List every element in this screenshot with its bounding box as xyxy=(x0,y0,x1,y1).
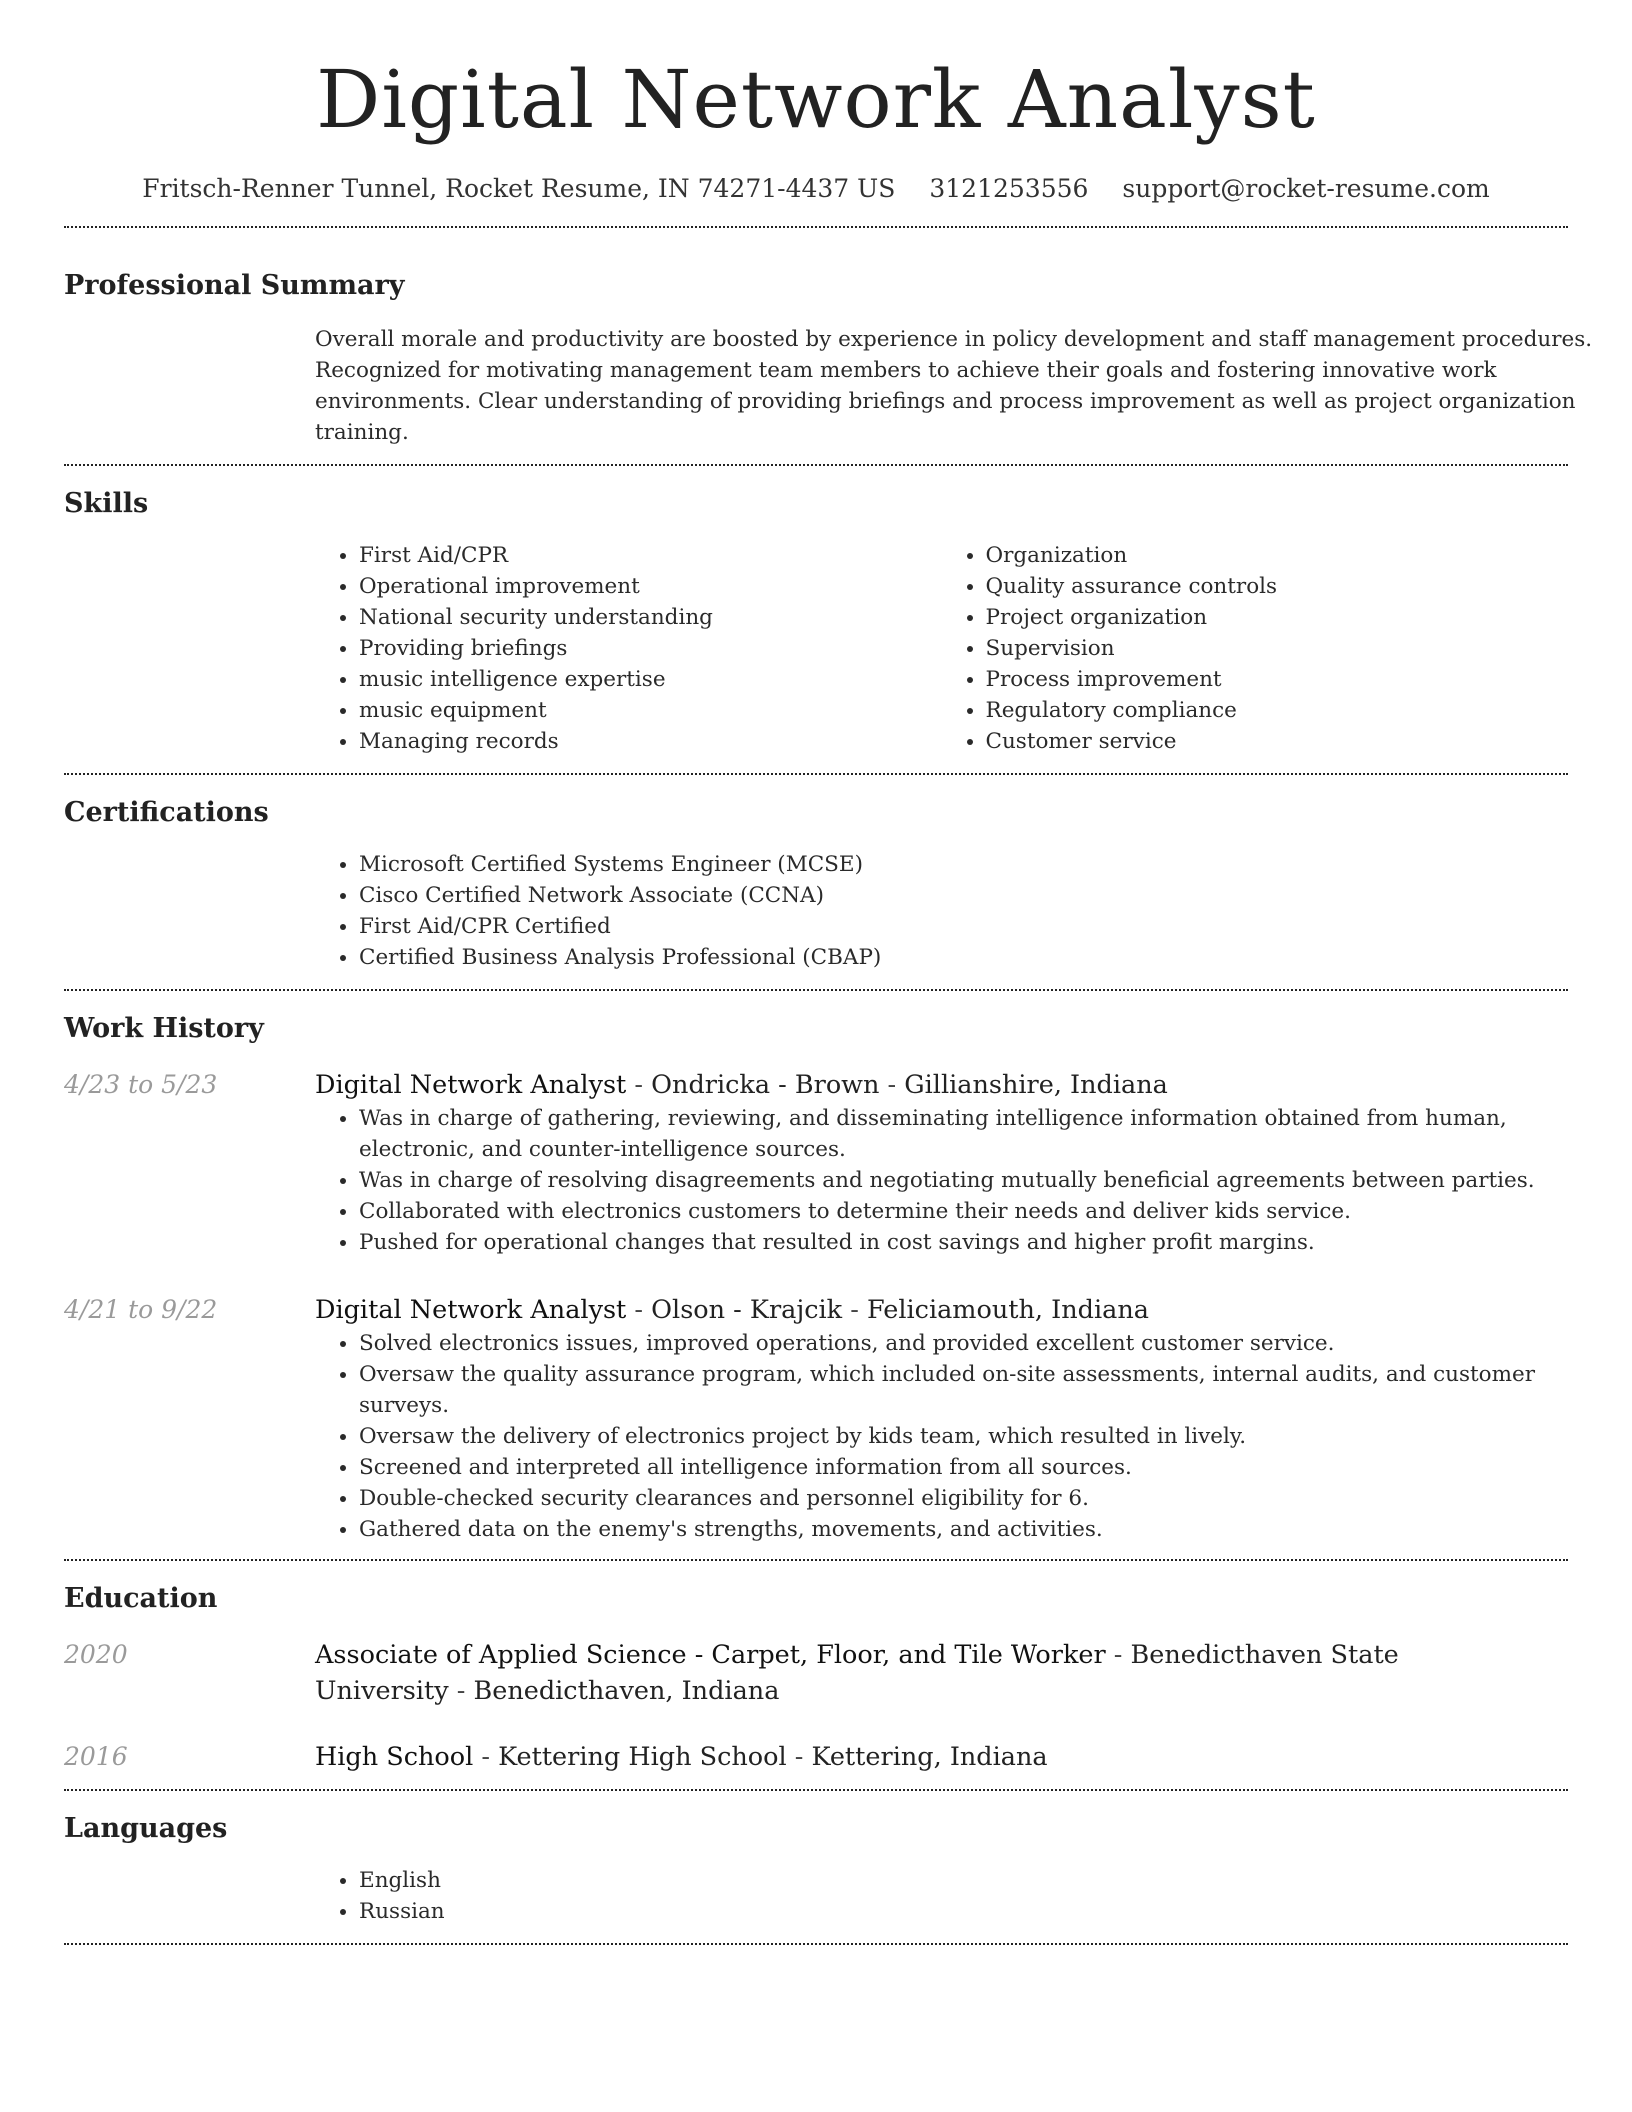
job-role: Digital Network Analyst xyxy=(315,1295,627,1325)
languages-list xyxy=(315,1865,1568,1927)
skill-item: • Regulatory compliance xyxy=(986,695,1569,726)
contact-line xyxy=(64,172,1568,206)
work-bullet: • Was in charge of resolving disagreements and negotiating mutually beneficial agreements between parties. xyxy=(359,1165,1568,1196)
contact-address: Fritsch-Renner Tunnel, Rocket Resume, IN 74271-4437 US xyxy=(142,174,896,203)
skill-item: • Quality assurance controls xyxy=(986,571,1569,602)
education-heading: Education xyxy=(64,1583,218,1614)
work-bullet: • Collaborated with electronics customers to determine their needs and deliver kids service. xyxy=(359,1196,1568,1227)
work-entry xyxy=(64,1047,1568,1258)
title-separator: - xyxy=(786,1742,812,1772)
work-entry-main xyxy=(315,1292,1568,1545)
work-bullet: • Solved electronics issues, improved operations, and provided excellent customer service. xyxy=(359,1328,1568,1359)
title-separator: - xyxy=(1105,1640,1131,1670)
education-section xyxy=(64,1561,1568,1789)
contact-phone: 3121253556 xyxy=(929,174,1089,203)
work-entry-bullets xyxy=(315,1328,1568,1545)
resume-header xyxy=(64,0,1568,206)
work-bullet: • Gathered data on the enemy's strengths, movements, and activities. xyxy=(359,1514,1568,1545)
work-entry-title xyxy=(315,1292,1568,1328)
skill-item: • Managing records xyxy=(359,726,942,757)
skill-item: • Providing briefings xyxy=(359,633,942,664)
skill-item: • Customer service xyxy=(986,726,1569,757)
work-bullet: • Double-checked security clearances and personnel eligibility for 6. xyxy=(359,1483,1568,1514)
certification-item: • Microsoft Certified Systems Engineer (MCSE) xyxy=(359,849,1568,880)
work-entry xyxy=(64,1258,1568,1559)
title-separator: - xyxy=(448,1676,474,1706)
education-location: Kettering, Indiana xyxy=(811,1742,1048,1772)
work-entry-bullets xyxy=(315,1103,1568,1258)
certification-item: • First Aid/CPR Certified xyxy=(359,911,1568,942)
section-divider xyxy=(64,1943,1568,1945)
job-company: Olson - Krajcik xyxy=(651,1295,843,1325)
education-entry-main xyxy=(315,1637,1475,1709)
education-entry-title xyxy=(315,1739,1475,1775)
skill-item: • Supervision xyxy=(986,633,1569,664)
certification-item: • Cisco Certified Network Associate (CCNA) xyxy=(359,880,1568,911)
work-bullet: • Oversaw the quality assurance program, which included on-site assessments, internal audits, and customer surveys. xyxy=(359,1359,1568,1421)
languages-section xyxy=(64,1791,1568,1943)
candidate-name: Digital Network Analyst xyxy=(316,53,1316,146)
summary-text: Overall morale and productivity are boosted by experience in policy development and staff management procedures. Recognized for motivating management team members to achieve their goals and fostering innovative work environments. Clear understanding of providing briefings and process improvement as well as project organization training. xyxy=(315,327,1593,445)
work-bullet: • Oversaw the delivery of electronics project by kids team, which resulted in lively. xyxy=(359,1421,1568,1452)
title-separator: - xyxy=(626,1295,652,1325)
job-company: Ondricka - Brown xyxy=(651,1070,880,1100)
skill-item: • Operational improvement xyxy=(359,571,942,602)
certifications-section xyxy=(64,775,1568,989)
education-entry-main xyxy=(315,1739,1475,1775)
title-separator: - xyxy=(626,1070,652,1100)
skill-item: • Organization xyxy=(986,540,1569,571)
education-year: 2016 xyxy=(64,1742,128,1771)
skill-item: • music intelligence expertise xyxy=(359,664,942,695)
certifications-heading: Certifications xyxy=(64,797,269,828)
work-bullet: • Pushed for operational changes that resulted in cost savings and higher profit margins. xyxy=(359,1227,1568,1258)
work-entry-main xyxy=(315,1067,1568,1258)
skills-grid xyxy=(315,522,1568,773)
summary-section xyxy=(64,228,1593,464)
skills-heading: Skills xyxy=(64,488,149,519)
skill-item: • Process improvement xyxy=(986,664,1569,695)
skills-right-list xyxy=(942,540,1569,757)
education-year: 2020 xyxy=(64,1640,128,1669)
education-entry xyxy=(64,1617,1568,1709)
work-entry-date: 4/23 to 5/23 xyxy=(64,1070,218,1099)
languages-heading: Languages xyxy=(64,1813,228,1844)
job-role: Digital Network Analyst xyxy=(315,1070,627,1100)
skills-section xyxy=(64,466,1568,773)
education-location: Benedicthaven, Indiana xyxy=(473,1676,780,1706)
education-entry-title xyxy=(315,1637,1475,1709)
education-degree: Associate of Applied Science - Carpet, Floor, and Tile Worker xyxy=(315,1640,1106,1670)
work-entry-title xyxy=(315,1067,1568,1103)
education-entry xyxy=(64,1709,1568,1789)
job-location: Feliciamouth, Indiana xyxy=(866,1295,1149,1325)
work-bullet: • Was in charge of gathering, reviewing, and disseminating intelligence information obtained from human, electronic, and counter-intelligence sources. xyxy=(359,1103,1568,1165)
contact-email: support@rocket-resume.com xyxy=(1122,174,1490,203)
work-history-heading: Work History xyxy=(64,1013,264,1044)
work-entry-date: 4/21 to 9/22 xyxy=(64,1295,218,1324)
education-school: Benedicthaven State University xyxy=(315,1640,1399,1706)
title-separator: - xyxy=(842,1295,867,1325)
certification-item: • Certified Business Analysis Professional (CBAP) xyxy=(359,942,1568,973)
skill-item: • Project organization xyxy=(986,602,1569,633)
education-degree: High School xyxy=(315,1742,474,1772)
title-separator: - xyxy=(473,1742,499,1772)
languages-body xyxy=(315,1847,1568,1943)
education-school: Kettering High School xyxy=(498,1742,787,1772)
skills-left-list xyxy=(315,540,942,757)
work-history-section xyxy=(64,991,1568,1559)
language-item: • English xyxy=(359,1865,1568,1896)
certifications-list xyxy=(315,849,1568,973)
language-item: • Russian xyxy=(359,1896,1568,1927)
skill-item: • National security understanding xyxy=(359,602,942,633)
summary-heading: Professional Summary xyxy=(64,270,405,301)
title-separator: - xyxy=(879,1070,905,1100)
skill-item: • music equipment xyxy=(359,695,942,726)
work-bullet: • Screened and interpreted all intelligence information from all sources. xyxy=(359,1452,1568,1483)
certifications-body xyxy=(315,831,1568,989)
job-location: Gillianshire, Indiana xyxy=(904,1070,1168,1100)
skill-item: • First Aid/CPR xyxy=(359,540,942,571)
